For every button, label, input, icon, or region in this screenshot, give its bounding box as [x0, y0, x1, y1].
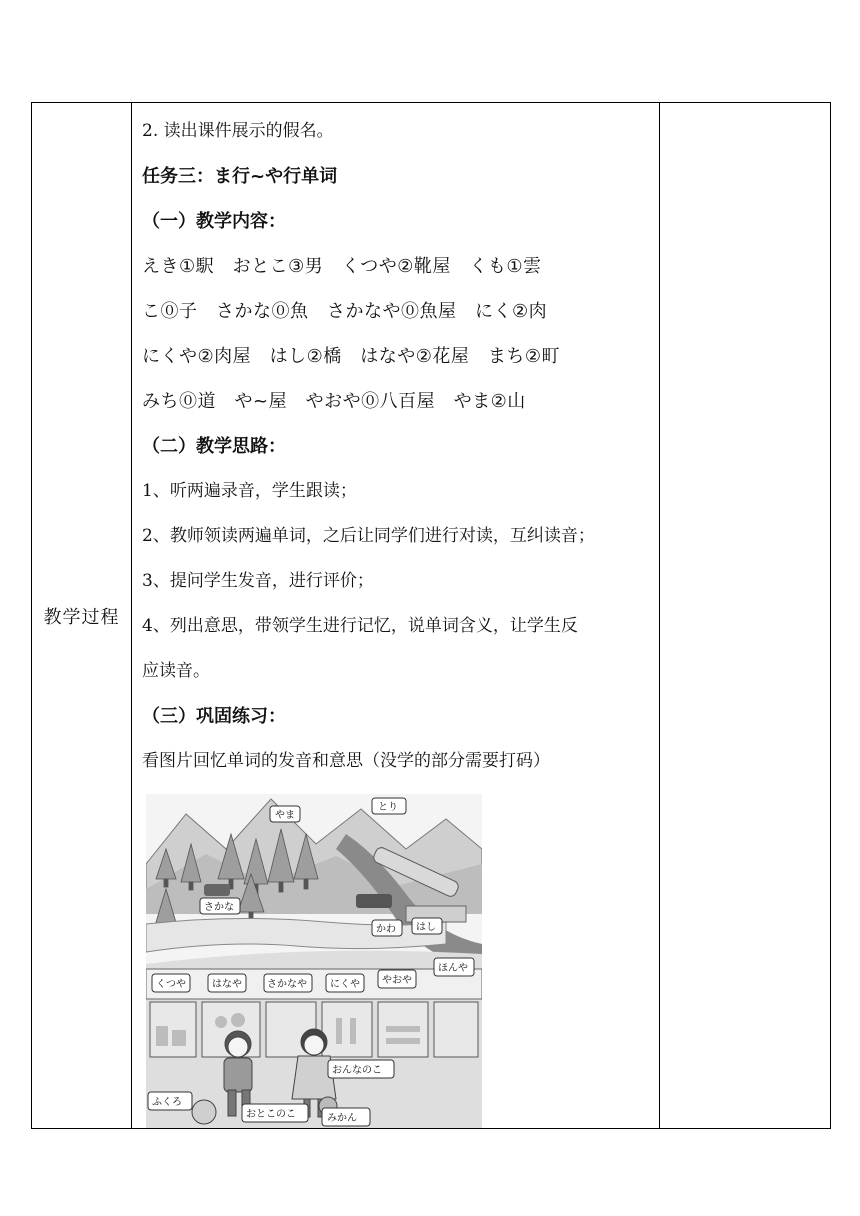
row-label-cell — [32, 103, 132, 1129]
label-fukuro: ふくろ — [152, 1097, 182, 1108]
notes-cell — [660, 103, 831, 1129]
section-heading-practice: （三）巩固练习： — [142, 706, 286, 727]
label-onnanoko: おんなのこ — [332, 1065, 382, 1076]
section-heading-content: （一）教学内容： — [142, 211, 286, 232]
label-honya: ほんや — [438, 963, 468, 974]
section-heading-approach: （二）教学思路： — [142, 436, 286, 457]
step-4: 4、列出意思，带领学生进行记忆，说单词含义，让学生反 — [142, 616, 578, 636]
vocab-line-2: こ⓪子 さかな⓪魚 さかなや⓪魚屋 にく②肉 — [142, 301, 548, 322]
content-body — [132, 103, 659, 1128]
label-yaoya: やおや — [382, 975, 412, 986]
content-cell — [132, 103, 660, 1129]
lesson-table — [31, 102, 831, 1129]
label-kawa: かわ — [376, 924, 396, 935]
label-tori: とり — [378, 802, 398, 813]
town-illustration — [146, 794, 482, 1128]
label-hanaya: はなや — [212, 979, 242, 990]
label-mikan: みかん — [327, 1113, 357, 1124]
table-row — [32, 103, 831, 1129]
label-yama: やま — [275, 810, 295, 821]
label-nikuya: にくや — [330, 979, 360, 990]
label-sakana: さかな — [204, 902, 234, 913]
vocab-line-3: にくや②肉屋 はし②橋 はなや②花屋 まち②町 — [142, 346, 561, 367]
instruction-line: 2. 读出课件展示的假名。 — [142, 121, 334, 141]
label-hashi: はし — [416, 922, 436, 933]
step-3: 3、提问学生发音，进行评价； — [142, 571, 374, 591]
row-label: 教学过程 — [43, 606, 120, 628]
step-4-continued: 应读音。 — [142, 661, 210, 681]
label-sakanaya: さかなや — [267, 979, 307, 990]
town-illustration-svg — [146, 794, 482, 1128]
step-2: 2、教师领读两遍单词，之后让同学们进行对读，互纠读音； — [142, 526, 595, 546]
label-otokonoko: おとこのこ — [246, 1109, 296, 1120]
step-1: 1、听两遍录音，学生跟读； — [142, 481, 357, 501]
task-heading: 任务三：ま行~や行单词 — [142, 166, 338, 187]
practice-instruction: 看图片回忆单词的发音和意思（没学的部分需要打码） — [142, 751, 550, 771]
label-kutsuya: くつや — [156, 979, 186, 990]
vocab-line-4: みち⓪道 や~屋 やおや⓪八百屋 やま②山 — [142, 391, 526, 412]
vocab-line-1: えき①駅 おとこ③男 くつや②靴屋 くも①雲 — [142, 256, 542, 277]
